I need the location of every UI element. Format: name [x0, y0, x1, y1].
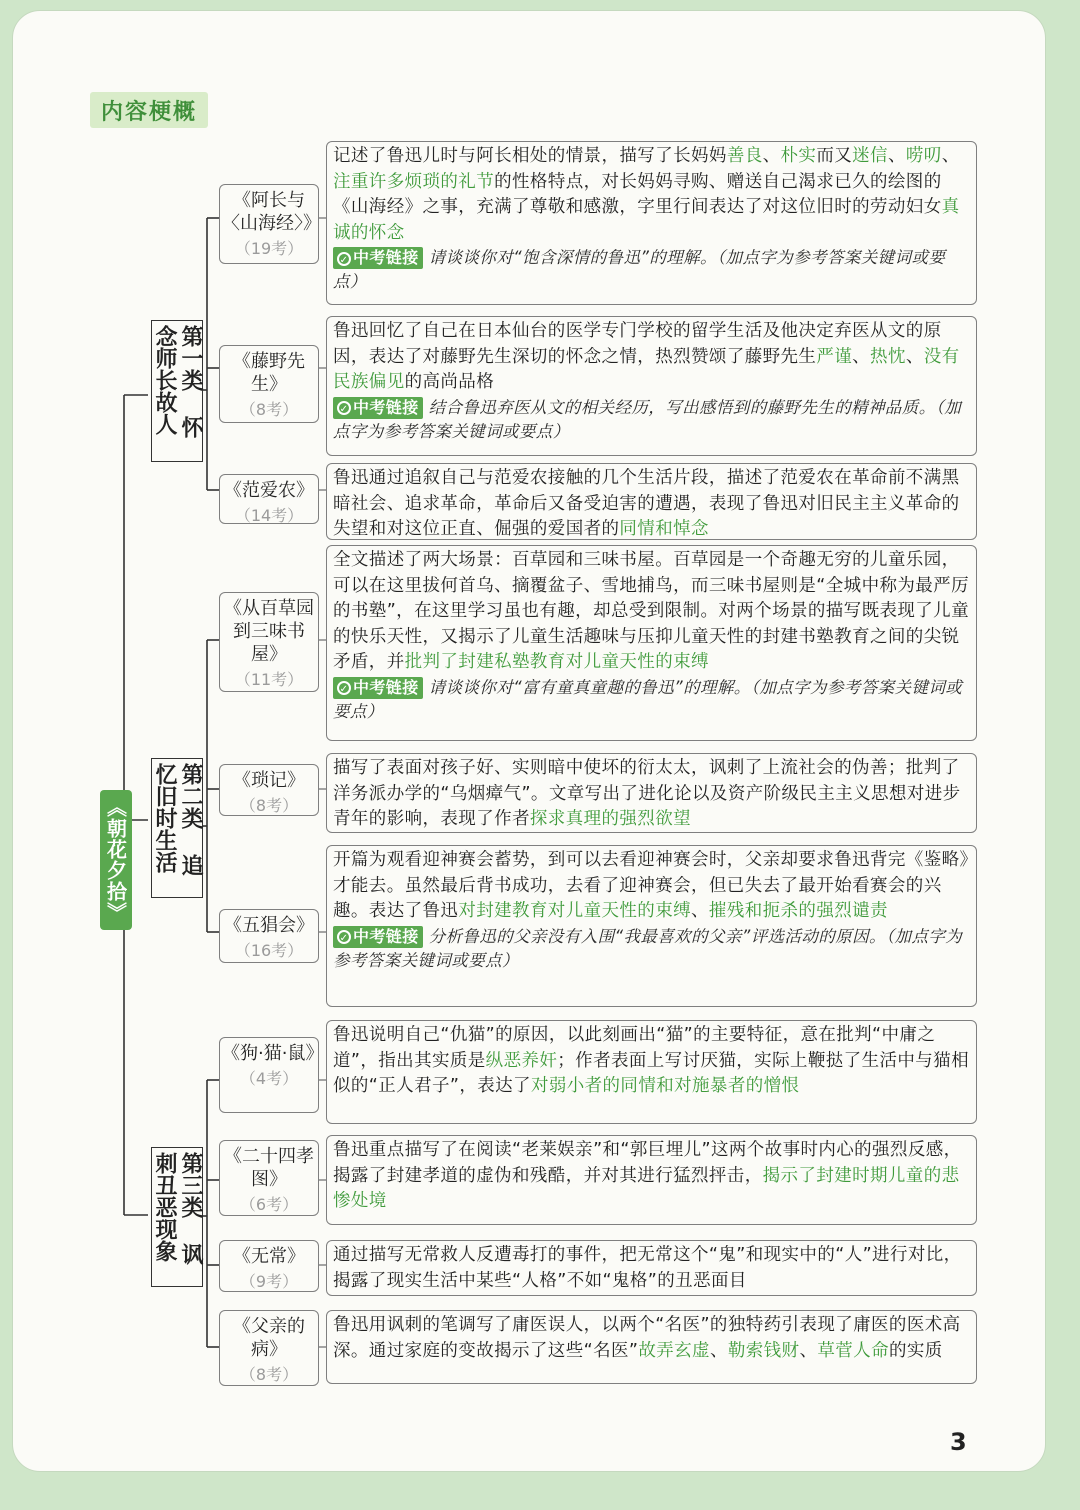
summary-segment: 的实质 — [888, 1340, 943, 1361]
summary-text — [333, 848, 970, 925]
exam-link-row — [333, 246, 970, 294]
exam-count: （19考） — [234, 239, 304, 258]
exam-link-question: 分析鲁迅的父亲没有入围“我最喜欢的父亲”评选活动的原因。（加点字为参考答案关键词或要点） — [333, 926, 963, 970]
category-3-label: 第三类 讽刺丑恶现象 — [151, 1147, 203, 1287]
work-title: 《五猖会》 — [224, 915, 314, 936]
highlighted-keyword: 探求真理的强烈欲望 — [529, 809, 692, 829]
exam-link-question: 请谈谈你对“饱含深情的鲁迅”的理解。（加点字为参考答案关键词或要点） — [333, 248, 946, 291]
summary-segment: 、 — [762, 146, 781, 166]
summary-text — [333, 1313, 970, 1364]
work-title: 《阿长与〈山海经〉》 — [222, 190, 321, 234]
work-title-box — [219, 909, 319, 963]
summary-text — [333, 1243, 970, 1294]
work-title: 《从百草园到三味书屋》 — [224, 598, 314, 665]
highlighted-keyword: 严谨 — [816, 346, 853, 367]
summary-segment: 的高尚品格 — [404, 372, 495, 392]
category-2-label: 第二类 追忆旧时生活 — [151, 758, 203, 898]
exam-link-badge: ✓ 中考链接 — [333, 397, 423, 419]
summary-box — [326, 845, 977, 1007]
root-book-title: 《朝花夕拾》 — [100, 790, 132, 930]
work-title: 《琐记》 — [233, 770, 305, 791]
highlighted-keyword: 故弄玄虚 — [638, 1340, 710, 1361]
summary-segment: ；作者表面上写讨厌猫，实际上鞭挞了生活中与猫相似的“正人君子”，表达了 — [333, 1050, 969, 1096]
exam-link-row — [333, 676, 970, 724]
highlighted-keyword: 真诚的怀念 — [333, 197, 960, 243]
exam-count: （8考） — [239, 400, 299, 419]
summary-box — [326, 753, 977, 833]
summary-segment: 、 — [691, 901, 709, 921]
summary-segment: 鲁迅说明自己“仇猫”的原因，以此刻画出“猫”的主要特征，意在批判“中庸之道”，指出其实质是 — [333, 1025, 936, 1071]
summary-segment: 鲁迅回忆了自己在日本仙台的医学专门学校的留学生活及他决定弃医从文的原因，表达了对藤野先生深切的怀念之情，热烈赞颂了藤野先生 — [333, 321, 942, 367]
work-title: 《藤野先生》 — [233, 351, 305, 395]
summary-box — [326, 1135, 977, 1225]
summary-box — [326, 1020, 977, 1124]
check-circle-icon: ✓ — [337, 401, 351, 415]
exam-link-question: 请谈谈你对“富有童真童趣的鲁迅”的理解。（加点字为参考答案关键词或要点） — [333, 677, 963, 721]
exam-count: （4考） — [239, 1069, 299, 1088]
check-circle-icon: ✓ — [337, 252, 351, 266]
summary-segment: 全文描述了两大场景：百草园和三味书屋。百草园是一个奇趣无穷的儿童乐园，可以在这里拔何首乌、摘覆盆子、雪地捕鸟，而三味书屋则是“全城中称为最严厉的书塾”，在这里学习虽也有趣，却总受到限制。对两个场景的描写既表现了儿童的快乐天性，又揭示了儿童生活趣味与压抑儿童天性的封建书塾教育之间的尖锐矛盾，并 — [333, 550, 969, 672]
highlighted-keyword: 对弱小者的同情和对施暴者的憎恨 — [530, 1076, 800, 1096]
summary-segment: 、 — [709, 1340, 728, 1361]
work-title-box — [219, 764, 319, 816]
work-title: 《二十四孝图》 — [224, 1146, 314, 1190]
summary-segment: 、 — [941, 146, 960, 166]
work-title: 《范爱农》 — [224, 480, 314, 501]
highlighted-keyword: 草菅人命 — [817, 1340, 889, 1361]
highlighted-keyword: 对封建教育对儿童天性的束缚 — [458, 901, 692, 921]
summary-text — [333, 756, 970, 833]
highlighted-keyword: 纵恶养奸 — [485, 1050, 558, 1071]
summary-text — [333, 548, 970, 676]
summary-box — [326, 141, 977, 305]
summary-text — [333, 319, 970, 396]
highlighted-keyword: 勒索钱财 — [727, 1340, 800, 1361]
highlighted-keyword: 热忱 — [870, 346, 906, 367]
section-title: 内容梗概 — [90, 92, 208, 128]
page-number: 3 — [950, 1428, 967, 1456]
category-1-label: 第一类 怀念师长故人 — [151, 320, 203, 462]
summary-box — [326, 1240, 977, 1296]
check-circle-icon: ✓ — [337, 930, 351, 944]
highlighted-keyword: 朴实 — [780, 146, 817, 166]
exam-link-badge: ✓ 中考链接 — [333, 677, 423, 699]
summary-segment: 、 — [887, 146, 906, 166]
exam-link-row — [333, 925, 970, 973]
work-title-box — [219, 184, 319, 264]
check-circle-icon: ✓ — [337, 681, 351, 695]
exam-count: （8考） — [239, 796, 299, 815]
work-title-box — [219, 1240, 319, 1292]
exam-count: （11考） — [234, 670, 304, 689]
exam-count: （6考） — [239, 1195, 299, 1214]
summary-segment: 的性格特点，对长妈妈寻购、赠送自己渴求已久的绘图的《山海经》之事，充满了尊敬和感激，字里行间表达了对这位旧时的劳动妇女 — [333, 171, 942, 217]
exam-count: （9考） — [239, 1272, 299, 1291]
highlighted-keyword: 揭示了封建时期儿童的悲惨处境 — [333, 1165, 960, 1211]
summary-segment: 、 — [905, 346, 924, 367]
exam-link-badge: ✓ 中考链接 — [333, 926, 423, 948]
highlighted-keyword: 迷信 — [852, 146, 888, 166]
work-title-box — [219, 1037, 324, 1113]
summary-text — [333, 144, 970, 246]
highlighted-keyword: 同情和悼念 — [619, 519, 709, 539]
work-title-box — [219, 592, 319, 692]
summary-segment: 、 — [799, 1340, 818, 1361]
work-title-box — [219, 345, 319, 423]
exam-link-row — [333, 396, 970, 444]
work-title: 《无常》 — [233, 1246, 305, 1267]
work-title-box — [219, 1310, 319, 1386]
summary-segment: 、 — [852, 346, 871, 367]
summary-segment: 鲁迅重点描写了在阅读“老莱娱亲”和“郭巨埋儿”这两个故事时内心的强烈反感，揭露了封建孝道的虚伪和残酷，并对其进行猛烈抨击， — [333, 1140, 962, 1186]
summary-text — [333, 1138, 970, 1215]
summary-segment: 开篇为观看迎神赛会蓄势，到可以去看迎神赛会时，父亲却要求鲁迅背完《鉴略》才能去。虽然最后背书成功，去看了迎神赛会，但已失去了最开始看赛会的兴趣。表达了鲁迅 — [333, 850, 969, 921]
work-title-box — [219, 1140, 319, 1216]
exam-count: （8考） — [239, 1365, 299, 1384]
work-title: 《父亲的病》 — [233, 1316, 305, 1360]
work-title-box — [219, 474, 319, 524]
exam-count: （14考） — [234, 506, 304, 525]
exam-link-badge: ✓ 中考链接 — [333, 247, 423, 269]
summary-text — [333, 466, 970, 543]
work-title: 《狗·猫·鼠》 — [222, 1043, 324, 1064]
exam-link-question: 结合鲁迅弃医从文的相关经历，写出感悟到的藤野先生的精神品质。（加点字为参考答案关键词或要点） — [333, 397, 962, 441]
summary-box — [326, 463, 977, 540]
summary-text — [333, 1023, 970, 1100]
highlighted-keyword: 摧残和扼杀的强烈谴责 — [708, 901, 888, 921]
summary-segment: 鲁迅用讽刺的笔调写了庸医误人，以两个“名医”的独特药引表现了庸医的医术高深。通过家庭的变故揭示了这些“名医” — [333, 1315, 961, 1361]
summary-segment: 记述了鲁迅儿时与阿长相处的情景，描写了长妈妈 — [333, 146, 727, 166]
summary-segment: 描写了表面对孩子好、实则暗中使坏的衍太太，讽刺了上流社会的伪善；批判了洋务派办学的“乌烟瘴气”。文章写出了进化论以及资产阶级民主主义思想对进步青年的影响，表现了作者 — [333, 758, 961, 829]
summary-segment: 而又 — [816, 146, 853, 166]
highlighted-keyword: 没有民族偏见 — [333, 346, 960, 392]
summary-box — [326, 1310, 977, 1384]
summary-segment: 通过描写无常救人反遭毒打的事件，把无常这个“鬼”和现实中的“人”进行对比，揭露了现实生活中某些“人格”不如“鬼格”的丑恶面目 — [333, 1245, 962, 1291]
highlighted-keyword: 善良 — [726, 146, 763, 166]
exam-count: （16考） — [234, 941, 304, 960]
highlighted-keyword: 注重许多烦琐的礼节 — [333, 171, 495, 192]
highlighted-keyword: 批判了封建私塾教育对儿童天性的束缚 — [404, 652, 709, 672]
summary-box — [326, 316, 977, 456]
highlighted-keyword: 唠叨 — [905, 146, 942, 166]
summary-box — [326, 545, 977, 741]
summary-segment: 鲁迅通过追叙自己与范爱农接触的几个生活片段，描述了范爱农在革命前不满黑暗社会、追求革命，革命后又备受迫害的遭遇，表现了鲁迅对旧民主主义革命的失望和对这位正直、倔强的爱国者的 — [333, 468, 960, 539]
